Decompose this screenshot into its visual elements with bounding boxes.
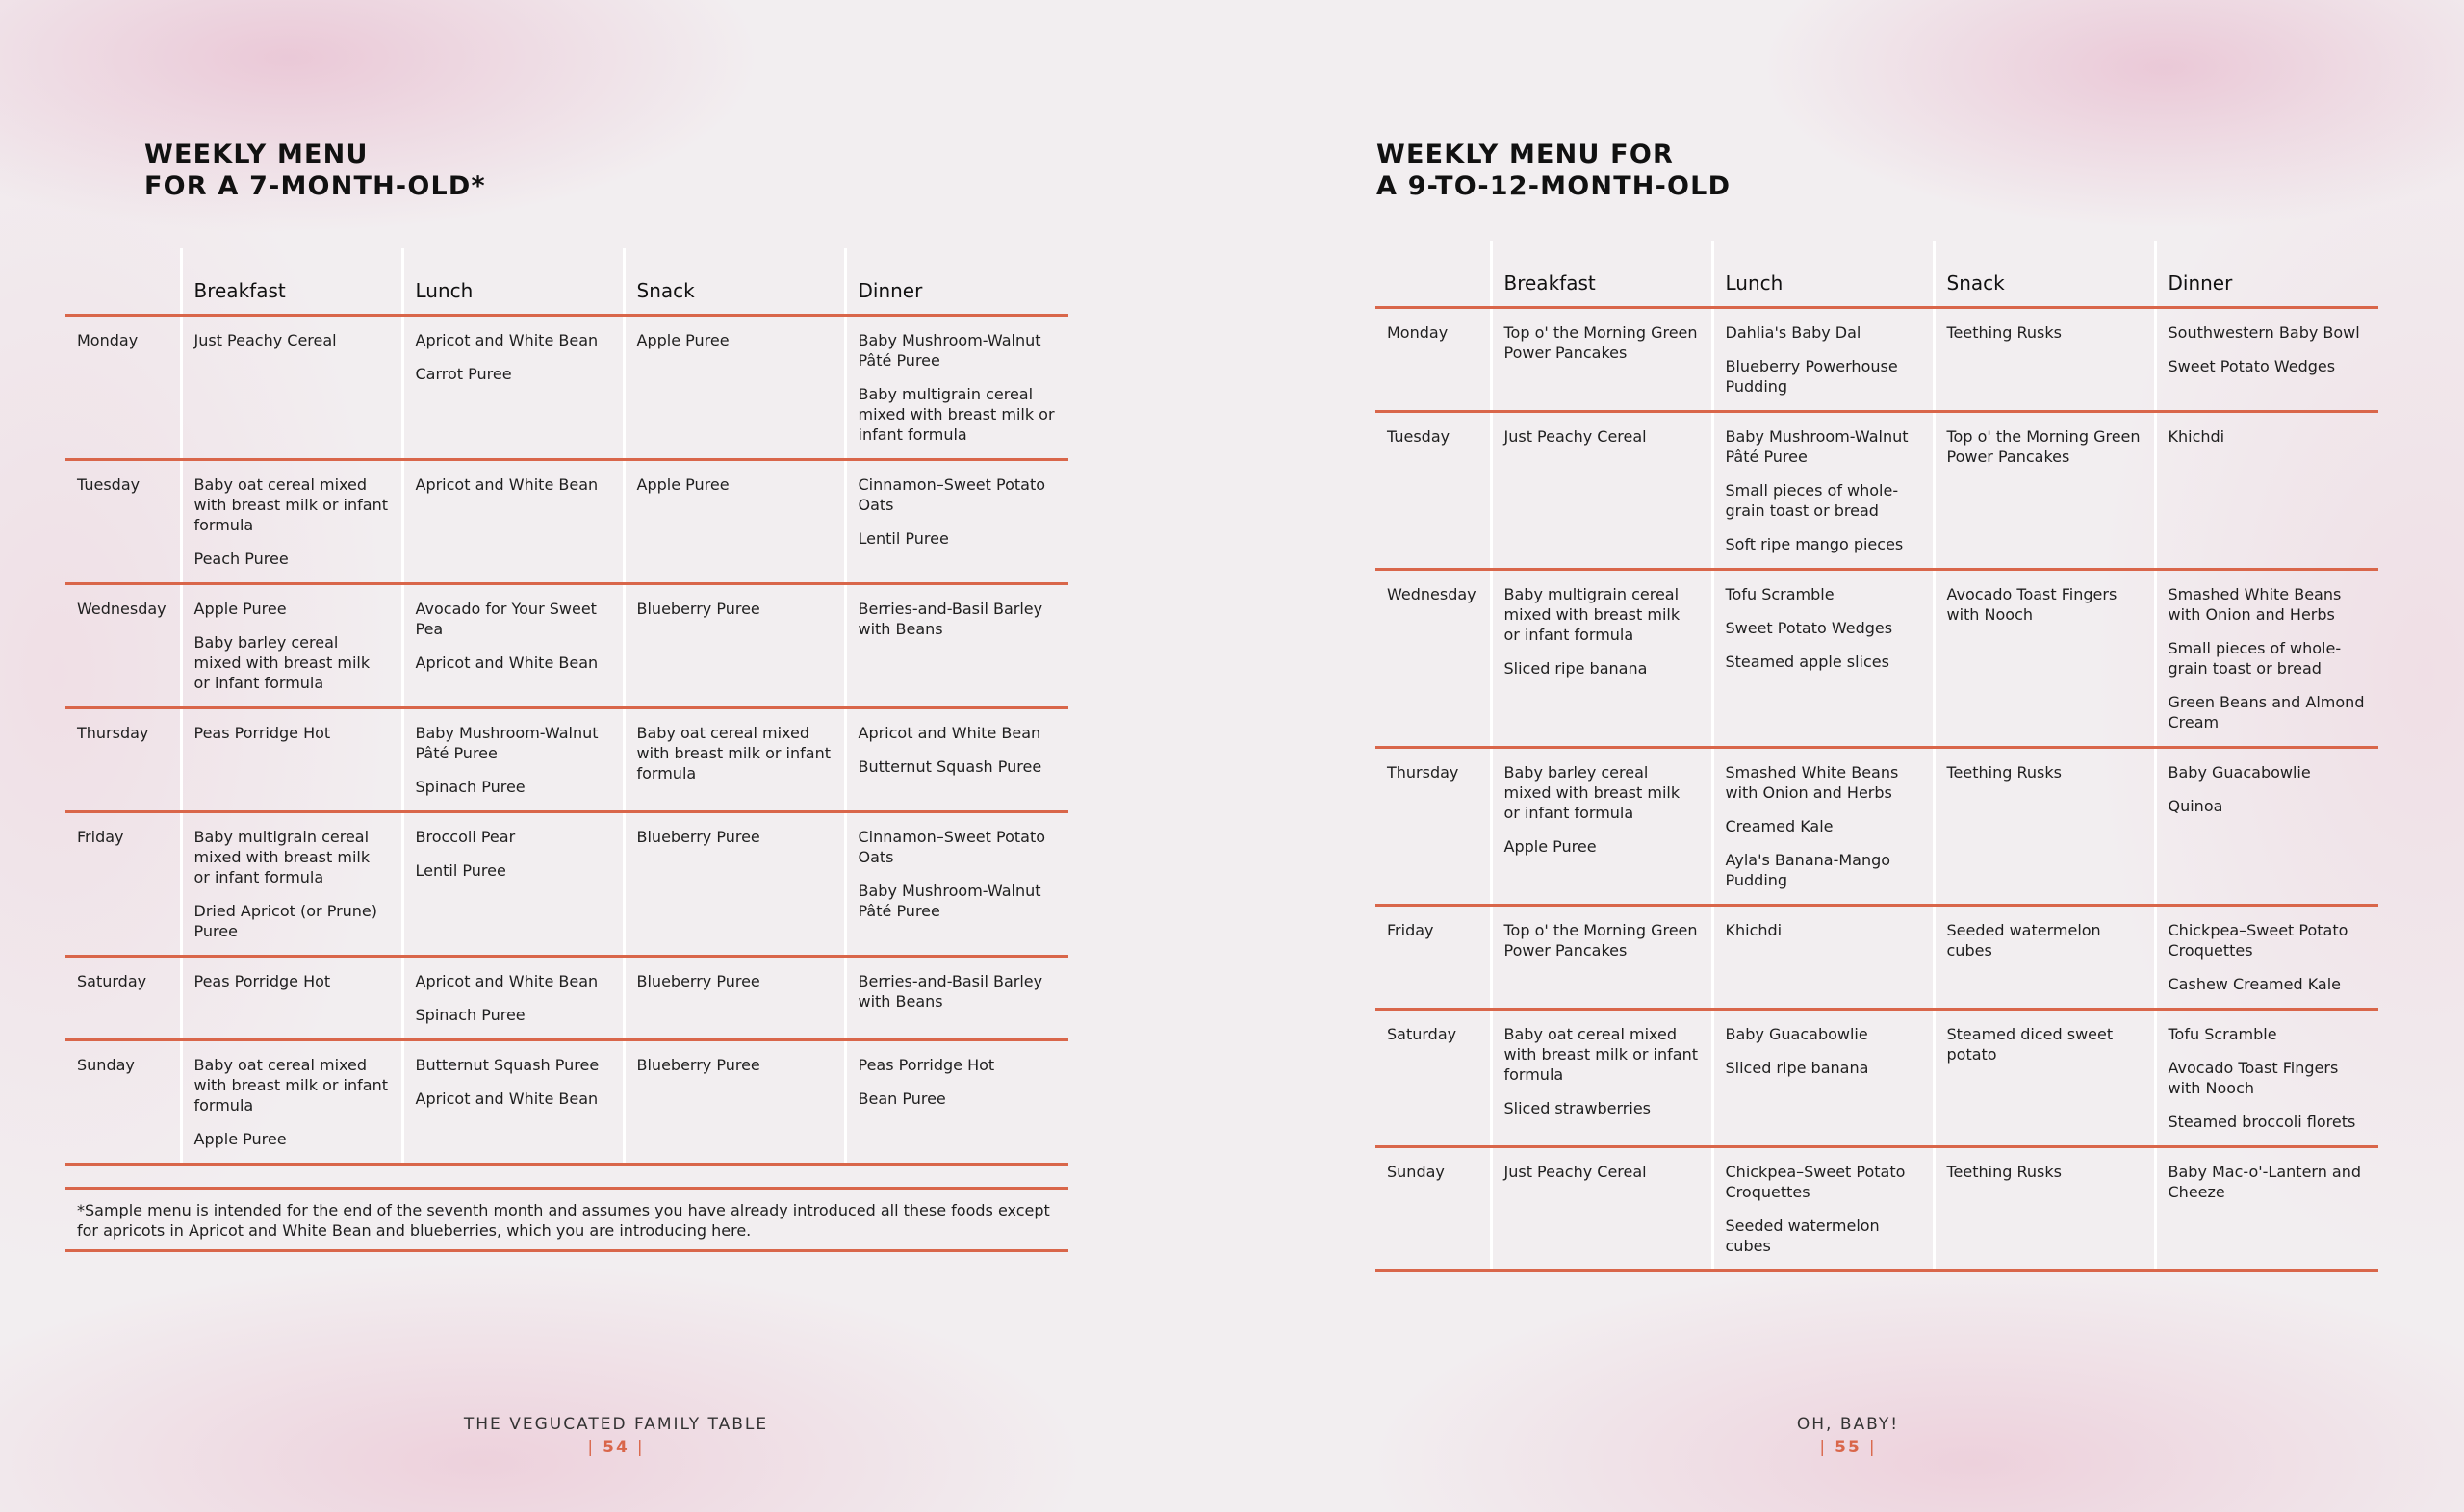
menu-item: Apricot and White Bean xyxy=(415,475,599,494)
menu-item: Khichdi xyxy=(2168,427,2225,446)
dinner-cell xyxy=(2155,1010,2378,1147)
menu-item: Lentil Puree xyxy=(415,861,506,880)
dinner-cell xyxy=(2155,1147,2378,1271)
menu-item: Dahlia's Baby Dal xyxy=(1725,323,1861,342)
right-page-footer xyxy=(1607,1415,2089,1457)
menu-item: Ayla's Banana-Mango Pudding xyxy=(1725,851,1891,889)
snack-cell xyxy=(1934,1147,2155,1271)
snack-cell xyxy=(1934,906,2155,1010)
snack-cell xyxy=(1934,1010,2155,1147)
left-page-number-line xyxy=(375,1438,857,1457)
day-label: Tuesday xyxy=(65,460,181,584)
dinner-cell xyxy=(845,584,1068,708)
snack-cell xyxy=(624,957,845,1040)
menu-item: Cinnamon–Sweet Potato Oats xyxy=(858,828,1046,866)
menu-item: Khichdi xyxy=(1725,921,1783,939)
menu-item: Seeded watermelon cubes xyxy=(1725,1217,1880,1255)
menu-item: Baby Mushroom-Walnut Pâté Puree xyxy=(858,331,1041,370)
menu-item: Lentil Puree xyxy=(858,529,949,548)
menu-item: Peas Porridge Hot xyxy=(858,1056,995,1074)
day-label: Sunday xyxy=(1375,1147,1491,1271)
menu-item: Creamed Kale xyxy=(1725,817,1834,835)
breakfast-cell xyxy=(181,708,402,812)
menu-item: Blueberry Puree xyxy=(636,972,760,990)
lunch-cell xyxy=(1712,906,1934,1010)
left-header-lunch: Lunch xyxy=(402,248,624,316)
menu-item: Soft ripe mango pieces xyxy=(1725,535,1904,553)
menu-item: Baby barley cereal mixed with breast milk or infant formula xyxy=(1503,763,1681,822)
dinner-cell xyxy=(2155,570,2378,748)
menu-item: Baby oat cereal mixed with breast milk or infant formula xyxy=(193,1056,388,1115)
menu-item: Bean Puree xyxy=(858,1089,946,1108)
menu-item: Baby multigrain cereal mixed with breast milk or infant formula xyxy=(1503,585,1681,644)
menu-row-wednesday xyxy=(1375,570,2378,748)
day-label: Wednesday xyxy=(65,584,181,708)
menu-item: Baby multigrain cereal mixed with breast milk or infant formula xyxy=(858,385,1055,444)
menu-item: Steamed broccoli florets xyxy=(2168,1113,2356,1131)
menu-row-saturday xyxy=(65,957,1068,1040)
menu-item: Baby Guacabowlie xyxy=(1725,1025,1868,1043)
lunch-cell xyxy=(1712,308,1934,412)
menu-row-friday xyxy=(65,812,1068,957)
menu-item: Teething Rusks xyxy=(1946,763,2062,782)
menu-item: Small pieces of whole-grain toast or bread xyxy=(1725,481,1899,520)
menu-item: Smashed White Beans with Onion and Herbs xyxy=(1725,763,1899,802)
menu-item: Baby Guacabowlie xyxy=(2168,763,2311,782)
menu-item: Apricot and White Bean xyxy=(415,972,599,990)
menu-row-monday xyxy=(65,316,1068,460)
menu-item: Tofu Scramble xyxy=(2168,1025,2277,1043)
menu-item: Avocado Toast Fingers with Nooch xyxy=(2168,1059,2339,1097)
left-header-row xyxy=(65,248,1068,316)
menu-item: Baby oat cereal mixed with breast milk or infant formula xyxy=(1503,1025,1698,1084)
menu-item: Just Peachy Cereal xyxy=(1503,1163,1647,1181)
menu-row-wednesday xyxy=(65,584,1068,708)
menu-item: Just Peachy Cereal xyxy=(193,331,337,349)
snack-cell xyxy=(624,316,845,460)
breakfast-cell xyxy=(1491,412,1712,570)
menu-item: Smashed White Beans with Onion and Herbs xyxy=(2168,585,2342,624)
left-table-body xyxy=(65,316,1068,1165)
menu-row-sunday xyxy=(1375,1147,2378,1271)
menu-item: Butternut Squash Puree xyxy=(415,1056,600,1074)
menu-item: Sliced strawberries xyxy=(1503,1099,1652,1117)
menu-item: Sweet Potato Wedges xyxy=(1725,619,1893,637)
day-label: Friday xyxy=(65,812,181,957)
right-header-breakfast: Breakfast xyxy=(1491,241,1712,308)
dinner-cell xyxy=(845,957,1068,1040)
left-page-footer xyxy=(375,1415,857,1457)
lunch-cell xyxy=(402,1040,624,1165)
menu-item: Baby Mushroom-Walnut Pâté Puree xyxy=(415,724,599,762)
menu-item: Steamed apple slices xyxy=(1725,653,1889,671)
menu-item: Baby Mac-o'-Lantern and Cheeze xyxy=(2168,1163,2362,1201)
menu-item: Apple Puree xyxy=(636,331,730,349)
dinner-cell xyxy=(2155,412,2378,570)
day-label: Wednesday xyxy=(1375,570,1491,748)
menu-item: Baby barley cereal mixed with breast milk or infant formula xyxy=(193,633,371,692)
snack-cell xyxy=(624,708,845,812)
menu-row-monday xyxy=(1375,308,2378,412)
menu-item: Seeded watermelon cubes xyxy=(1946,921,2101,960)
snack-cell xyxy=(624,812,845,957)
right-page-number-line xyxy=(1607,1438,2089,1457)
menu-item: Baby oat cereal mixed with breast milk or infant formula xyxy=(193,475,388,534)
right-header-snack: Snack xyxy=(1934,241,2155,308)
menu-item: Tofu Scramble xyxy=(1725,585,1835,603)
menu-item: Blueberry Puree xyxy=(636,1056,760,1074)
menu-item: Peas Porridge Hot xyxy=(193,972,331,990)
menu-item: Butternut Squash Puree xyxy=(858,757,1042,776)
breakfast-cell xyxy=(1491,570,1712,748)
snack-cell xyxy=(1934,308,2155,412)
breakfast-cell xyxy=(1491,1010,1712,1147)
left-menu-title xyxy=(144,139,486,202)
breakfast-cell xyxy=(1491,748,1712,906)
menu-item: Chickpea–Sweet Potato Croquettes xyxy=(2168,921,2348,960)
menu-item: Sliced ripe banana xyxy=(1725,1059,1869,1077)
lunch-cell xyxy=(402,957,624,1040)
left-header-snack: Snack xyxy=(624,248,845,316)
left-header-day xyxy=(65,248,181,316)
left-page-bar-left: | xyxy=(587,1438,596,1457)
snack-cell xyxy=(1934,570,2155,748)
menu-item: Dried Apricot (or Prune) Puree xyxy=(193,902,378,940)
day-label: Thursday xyxy=(65,708,181,812)
right-page-bar-right: | xyxy=(1868,1438,1877,1457)
menu-item: Avocado Toast Fingers with Nooch xyxy=(1946,585,2118,624)
menu-item: Top o' the Morning Green Power Pancakes xyxy=(1946,427,2141,466)
left-header-dinner: Dinner xyxy=(845,248,1068,316)
dinner-cell xyxy=(845,1040,1068,1165)
lunch-cell xyxy=(402,812,624,957)
menu-item: Spinach Puree xyxy=(415,778,526,796)
dinner-cell xyxy=(845,812,1068,957)
menu-item: Top o' the Morning Green Power Pancakes xyxy=(1503,323,1698,362)
dinner-cell xyxy=(845,316,1068,460)
dinner-cell xyxy=(2155,748,2378,906)
snack-cell xyxy=(624,1040,845,1165)
menu-row-saturday xyxy=(1375,1010,2378,1147)
menu-item: Baby Mushroom-Walnut Pâté Puree xyxy=(858,882,1041,920)
dinner-cell xyxy=(2155,906,2378,1010)
left-footnote: *Sample menu is intended for the end of the seventh month and assumes you have already introduced all these foods except for apricots in Apricot and White Bean and blueberries, which you are introducing here. xyxy=(65,1187,1068,1252)
day-label: Saturday xyxy=(65,957,181,1040)
day-label: Thursday xyxy=(1375,748,1491,906)
menu-item: Berries-and-Basil Barley with Beans xyxy=(858,972,1043,1011)
breakfast-cell xyxy=(181,584,402,708)
lunch-cell xyxy=(1712,1010,1934,1147)
menu-item: Apple Puree xyxy=(193,1130,287,1148)
right-title-line-2: A 9-TO-12-MONTH-OLD xyxy=(1376,171,1732,201)
left-page-bar-right: | xyxy=(636,1438,645,1457)
menu-item: Baby multigrain cereal mixed with breast milk or infant formula xyxy=(193,828,371,886)
menu-item: Avocado for Your Sweet Pea xyxy=(415,600,597,638)
menu-item: Cashew Creamed Kale xyxy=(2168,975,2341,993)
day-label: Saturday xyxy=(1375,1010,1491,1147)
menu-item: Baby oat cereal mixed with breast milk or infant formula xyxy=(636,724,831,782)
menu-row-thursday xyxy=(65,708,1068,812)
right-header-dinner: Dinner xyxy=(2155,241,2378,308)
menu-item: Baby Mushroom-Walnut Pâté Puree xyxy=(1725,427,1909,466)
menu-item: Sweet Potato Wedges xyxy=(2168,357,2336,375)
right-header-lunch: Lunch xyxy=(1712,241,1934,308)
snack-cell xyxy=(1934,412,2155,570)
right-table-body xyxy=(1375,308,2378,1271)
menu-item: Teething Rusks xyxy=(1946,1163,2062,1181)
lunch-cell xyxy=(402,584,624,708)
menu-item: Broccoli Pear xyxy=(415,828,516,846)
left-title-line-1: WEEKLY MENU xyxy=(144,140,369,169)
right-page-number: 55 xyxy=(1835,1438,1861,1457)
menu-item: Apple Puree xyxy=(193,600,287,618)
menu-item: Chickpea–Sweet Potato Croquettes xyxy=(1725,1163,1906,1201)
right-page-bar-left: | xyxy=(1819,1438,1828,1457)
breakfast-cell xyxy=(1491,308,1712,412)
menu-item: Teething Rusks xyxy=(1946,323,2062,342)
menu-item: Steamed diced sweet potato xyxy=(1946,1025,2114,1064)
right-menu-table xyxy=(1375,241,2378,1272)
lunch-cell xyxy=(1712,570,1934,748)
dinner-cell xyxy=(845,460,1068,584)
menu-item: Small pieces of whole-grain toast or bread xyxy=(2168,639,2342,678)
menu-row-tuesday xyxy=(1375,412,2378,570)
menu-row-thursday xyxy=(1375,748,2378,906)
menu-item: Blueberry Puree xyxy=(636,600,760,618)
menu-item: Top o' the Morning Green Power Pancakes xyxy=(1503,921,1698,960)
menu-item: Apricot and White Bean xyxy=(415,1089,599,1108)
menu-item: Cinnamon–Sweet Potato Oats xyxy=(858,475,1046,514)
menu-item: Blueberry Puree xyxy=(636,828,760,846)
menu-item: Apricot and White Bean xyxy=(858,724,1041,742)
menu-item: Berries-and-Basil Barley with Beans xyxy=(858,600,1043,638)
lunch-cell xyxy=(1712,412,1934,570)
menu-row-sunday xyxy=(65,1040,1068,1165)
breakfast-cell xyxy=(181,812,402,957)
menu-row-tuesday xyxy=(65,460,1068,584)
left-header-breakfast: Breakfast xyxy=(181,248,402,316)
dinner-cell xyxy=(845,708,1068,812)
menu-item: Apricot and White Bean xyxy=(415,331,599,349)
menu-item: Just Peachy Cereal xyxy=(1503,427,1647,446)
menu-item: Green Beans and Almond Cream xyxy=(2168,693,2365,731)
day-label: Friday xyxy=(1375,906,1491,1010)
left-page-number: 54 xyxy=(603,1438,629,1457)
right-footer-book-title: OH, BABY! xyxy=(1796,1415,1900,1434)
right-menu-title xyxy=(1376,139,1731,202)
left-menu-table xyxy=(65,248,1068,1166)
lunch-cell xyxy=(1712,748,1934,906)
lunch-cell xyxy=(402,316,624,460)
snack-cell xyxy=(624,460,845,584)
lunch-cell xyxy=(1712,1147,1934,1271)
menu-item: Sliced ripe banana xyxy=(1503,659,1648,678)
breakfast-cell xyxy=(181,316,402,460)
menu-item: Apricot and White Bean xyxy=(415,653,599,672)
dinner-cell xyxy=(2155,308,2378,412)
menu-item: Peach Puree xyxy=(193,550,289,568)
menu-item: Quinoa xyxy=(2168,797,2223,815)
breakfast-cell xyxy=(181,1040,402,1165)
day-label: Monday xyxy=(1375,308,1491,412)
day-label: Sunday xyxy=(65,1040,181,1165)
breakfast-cell xyxy=(181,460,402,584)
menu-item: Apple Puree xyxy=(1503,837,1597,856)
lunch-cell xyxy=(402,708,624,812)
breakfast-cell xyxy=(181,957,402,1040)
breakfast-cell xyxy=(1491,906,1712,1010)
day-label: Tuesday xyxy=(1375,412,1491,570)
left-title-line-2: FOR A 7-MONTH-OLD* xyxy=(144,171,486,201)
menu-item: Carrot Puree xyxy=(415,365,512,383)
right-header-row xyxy=(1375,241,2378,308)
lunch-cell xyxy=(402,460,624,584)
menu-item: Blueberry Powerhouse Pudding xyxy=(1725,357,1898,396)
menu-item: Spinach Puree xyxy=(415,1006,526,1024)
day-label: Monday xyxy=(65,316,181,460)
right-header-day xyxy=(1375,241,1491,308)
snack-cell xyxy=(1934,748,2155,906)
snack-cell xyxy=(624,584,845,708)
breakfast-cell xyxy=(1491,1147,1712,1271)
menu-row-friday xyxy=(1375,906,2378,1010)
left-footer-book-title: THE VEGUCATED FAMILY TABLE xyxy=(463,1415,769,1434)
menu-item: Apple Puree xyxy=(636,475,730,494)
menu-item: Peas Porridge Hot xyxy=(193,724,331,742)
menu-item: Southwestern Baby Bowl xyxy=(2168,323,2360,342)
right-title-line-1: WEEKLY MENU FOR xyxy=(1376,140,1674,169)
